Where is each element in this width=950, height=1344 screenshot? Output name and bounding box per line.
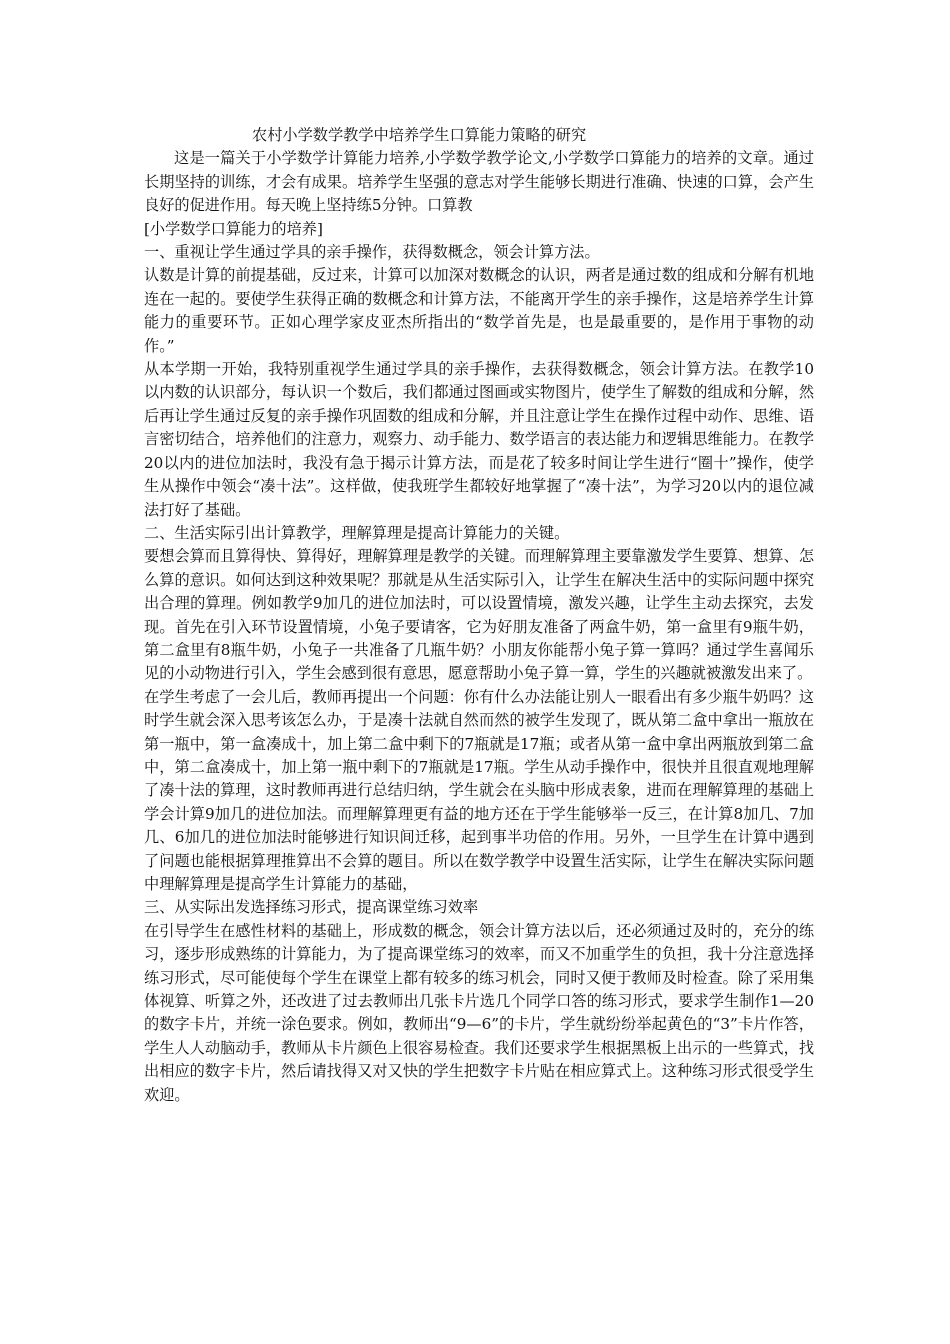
document-title: 农村小学数学教学中培养学生口算能力策略的研究: [252, 126, 587, 144]
section-2-paragraph-1: 要想会算而且算得快、算得好，理解算理是教学的关键。而理解算理主要靠激发学生要算、想算、怎么算的意识。如何达到这种效果呢？那就是从生活实际引入，让学生在解决生活中的实际问题中探究出合理的算理。例如教学9加几的进位加法时，可以设置情境，激发兴趣，让学生主动去探究，去发现。首先在引入环节设置情境，小兔子要请客，它为好朋友准备了两盒牛奶，第一盒里有9瓶牛奶，第二盒里有8瓶牛奶，小兔子一共准备了几瓶牛奶？小朋友你能帮小兔子算一算吗？通过学生喜闻乐见的小动物进行引入，学生会感到很有意思，愿意帮助小兔子算一算，学生的兴趣就被激发出来了。: [144, 547, 814, 683]
topic-tag: [小学数学口算能力的培养]: [144, 219, 323, 238]
section-3-heading: 三、从实际出发选择练习形式，提高课堂练习效率: [144, 898, 479, 917]
intro-paragraph: 这是一篇关于小学数学计算能力培养,小学数学教学论文,小学数学口算能力的培养的文章。通过长期坚持的训练，才会有成果。培养学生坚强的意志对学生能够长期进行准确、快速的口算，会产生良好的促进作用。每天晚上坚持练5分钟。口算教: [144, 149, 814, 215]
section-1-heading: 一、重视让学生通过学具的亲手操作，获得数概念，领会计算方法。: [144, 243, 600, 262]
section-1-paragraph-1: 认数是计算的前提基础，反过来，计算可以加深对数概念的认识，两者是通过数的组成和分解有机地连在一起的。要使学生获得正确的数概念和计算方法，不能离开学生的亲手操作，这是培养学生计算能力的重要环节。正如心理学家皮亚杰所指出的“数学首先是，也是最重要的，是作用于事物的动作。”: [144, 266, 814, 355]
section-2-heading: 二、生活实际引出计算教学，理解算理是提高计算能力的关键。: [144, 523, 570, 542]
section-1-paragraph-2: 从本学期一开始，我特别重视学生通过学具的亲手操作，去获得数概念，领会计算方法。在教学10以内数的认识部分，每认识一个数后，我们都通过图画或实物图片，使学生了解数的组成和分解，然后再让学生通过反复的亲手操作巩固数的组成和分解，并且注意让学生在操作过程中动作、思维、语言密切结合，培养他们的注意力，观察力、动手能力、数学语言的表达能力和逻辑思维能力。在教学20以内的进位加法时，我没有急于揭示计算方法，而是花了较多时间让学生进行“圈十”操作，使学生从操作中领会“凑十法”。这样做，使我班学生都较好地掌握了“凑十法”，为学习20以内的退位减法打好了基础。: [144, 360, 814, 519]
document-page: [144, 124, 814, 1107]
section-2-paragraph-2: 在学生考虑了一会儿后，教师再提出一个问题：你有什么办法能让别人一眼看出有多少瓶牛奶吗？这时学生就会深入思考该怎么办，于是凑十法就自然而然的被学生发现了，既从第二盒中拿出一瓶放在第一瓶中，第一盒凑成十，加上第二盒中剩下的7瓶就是17瓶；或者从第一盒中拿出两瓶放到第二盒中，第二盒凑成十，加上第一瓶中剩下的7瓶就是17瓶。学生从动手操作中，很快并且很直观地理解了凑十法的算理，这时教师再进行总结归纳，学生就会在头脑中形成表象，进而在理解算理的基础上学会计算9加几的进位加法。而理解算理更有益的地方还在于学生能够举一反三，在计算8加几、7加几、6加几的进位加法时能够进行知识间迁移，起到事半功倍的作用。另外，一旦学生在计算中遇到了问题也能根据算理推算出不会算的题目。所以在数学教学中设置生活实际，让学生在解决实际问题中理解算理是提高学生计算能力的基础，: [144, 687, 814, 893]
section-3-paragraph-1: 在引导学生在感性材料的基础上，形成数的概念，领会计算方法以后，还必须通过及时的，充分的练习，逐步形成熟练的计算能力，为了提高课堂练习的效率，而又不加重学生的负担，我十分注意选择练习形式，尽可能使每个学生在课堂上都有较多的练习机会，同时又便于教师及时检查。除了采用集体视算、听算之外，还改进了过去教师出几张卡片选几个同学口答的练习形式，要求学生制作1—20的数字卡片，并统一涂色要求。例如，教师出“9—6”的卡片，学生就纷纷举起黄色的“3”卡片作答，学生人人动脑动手，教师从卡片颜色上很容易检查。我们还要求学生根据黑板上出示的一些算式，找出相应的数字卡片，然后请找得又对又快的学生把数字卡片贴在相应算式上。这种练习形式很受学生欢迎。: [144, 921, 814, 1104]
